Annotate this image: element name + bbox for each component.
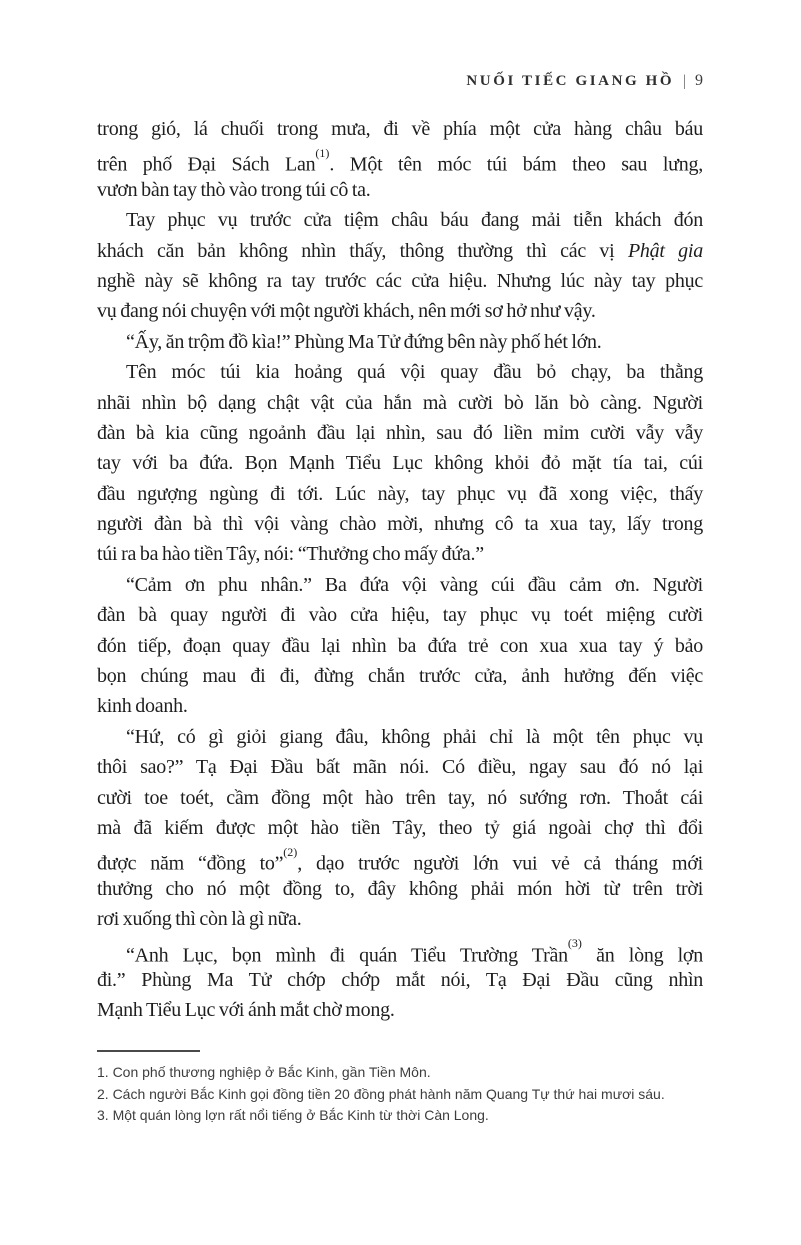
text-line: thưởng cho nó một đồng to, đây không phải món hời từ trên trời [97, 877, 703, 900]
text-line: vụ đang nói chuyện với một người khách, nên mới sơ hở như vậy. [97, 300, 596, 323]
text-line: “Anh Lục, bọn mình đi quán Tiểu Trường Trần$^{(3)}$ ăn lòng lợn [126, 935, 703, 967]
text-line: mà đã kiếm được một hào tiền Tây, theo tỷ giá ngoài chợ thì đổi [97, 816, 703, 839]
text-line: nghề này sẽ không ra tay trước các cửa hiệu. Nhưng lúc này tay phục [97, 269, 703, 292]
footnote-ref: (1) [315, 145, 330, 160]
footnote-item: 2. Cách người Bắc Kinh gọi đồng tiền 20 đồng phát hành năm Quang Tự thứ hai mươi sáu. [97, 1085, 665, 1102]
footnotes-list [97, 1062, 717, 1127]
text-line: vươn bàn tay thò vào trong túi cô ta. [97, 178, 371, 201]
text-line: nhãi nhìn bộ dạng chật vật của hắn mà cười bò lăn bò càng. Người [97, 391, 703, 414]
text-line: túi ra ba hào tiền Tây, nói: “Thưởng cho mấy đứa.” [97, 543, 484, 566]
header-separator: | [683, 72, 686, 91]
text-line: Mạnh Tiểu Lục với ánh mắt chờ mong. [97, 999, 395, 1022]
text-line: cười toe toét, cầm đồng một hào trên tay, nó sướng rơn. Thoắt cái [97, 786, 703, 809]
text-line: Tên móc túi kia hoảng quá vội quay đầu bỏ chạy, ba thằng [126, 361, 703, 384]
footnote-item: 1. Con phố thương nghiệp ở Bắc Kinh, gần Tiền Môn. [97, 1064, 431, 1080]
text-line: tay với ba đứa. Bọn Mạnh Tiểu Lục không khỏi đỏ mặt tía tai, cúi [97, 452, 703, 475]
footnote-ref: (2) [283, 844, 298, 859]
text-line: người đàn bà thì vội vàng chào mời, nhưng cô ta xua tay, lấy trong [97, 513, 703, 536]
footnote-ref: (3) [567, 935, 582, 950]
text-line: bọn chúng mau đi đi, đừng chắn trước cửa, ảnh hưởng đến việc [97, 665, 703, 688]
text-line: đàn bà quay người đi vào cửa hiệu, tay phục vụ toét miệng cười [97, 604, 703, 627]
text-line: “Cảm ơn phu nhân.” Ba đứa vội vàng cúi đầu cảm ơn. Người [126, 573, 703, 596]
text-line: đàn bà kia cũng ngoảnh đầu lại nhìn, sau đó liền mỉm cười vẫy vẫy [97, 421, 703, 444]
text-line: trên phố Đại Sách Lan$^{(1)}$. Một tên móc túi bám theo sau lưng, [97, 145, 703, 177]
text-line: rơi xuống thì còn là gì nữa. [97, 908, 302, 931]
page-number: 9 [695, 72, 703, 89]
text-line: trong gió, lá chuối trong mưa, đi về phía một cửa hàng châu báu [97, 118, 703, 140]
text-line: “Hứ, có gì giỏi giang đâu, không phải chỉ là một tên phục vụ [126, 725, 703, 748]
text-line: được năm “đồng to”$^{(2)}$, dạo trước người lớn vui vẻ cả tháng mới [97, 844, 703, 876]
text-line: khách căn bản không nhìn thấy, thông thường thì các vị Phật gia [97, 239, 703, 262]
text-line: thôi sao?” Tạ Đại Đầu bất mãn nói. Có điều, ngay sau đó nó lại [97, 756, 703, 779]
body-text [97, 114, 703, 1026]
footnote-block [97, 1050, 717, 1127]
text-line: Tay phục vụ trước cửa tiệm châu báu đang mải tiễn khách đón [126, 209, 703, 232]
text-line: đón tiếp, đoạn quay đầu lại nhìn ba đứa trẻ con xua xua tay ý bảo [97, 634, 703, 657]
footnote-separator-rule [97, 1050, 200, 1052]
running-title: NUỐI TIẾC GIANG HỒ [466, 73, 675, 89]
footnote-item: 3. Một quán lòng lợn rất nổi tiếng ở Bắc Kinh từ thời Càn Long. [97, 1107, 489, 1123]
text-line: “Ấy, ăn trộm đồ kìa!” Phùng Ma Tử đứng bên này phố hét lớn. [126, 330, 602, 353]
text-line: kinh doanh. [97, 695, 188, 718]
text-line: đi.” Phùng Ma Tử chớp chớp mắt nói, Tạ Đại Đầu cũng nhìn [97, 968, 703, 991]
page-header [466, 72, 703, 90]
text-line: đầu ngượng ngùng đi tới. Lúc này, tay phục vụ đã xong việc, thấy [97, 482, 703, 505]
